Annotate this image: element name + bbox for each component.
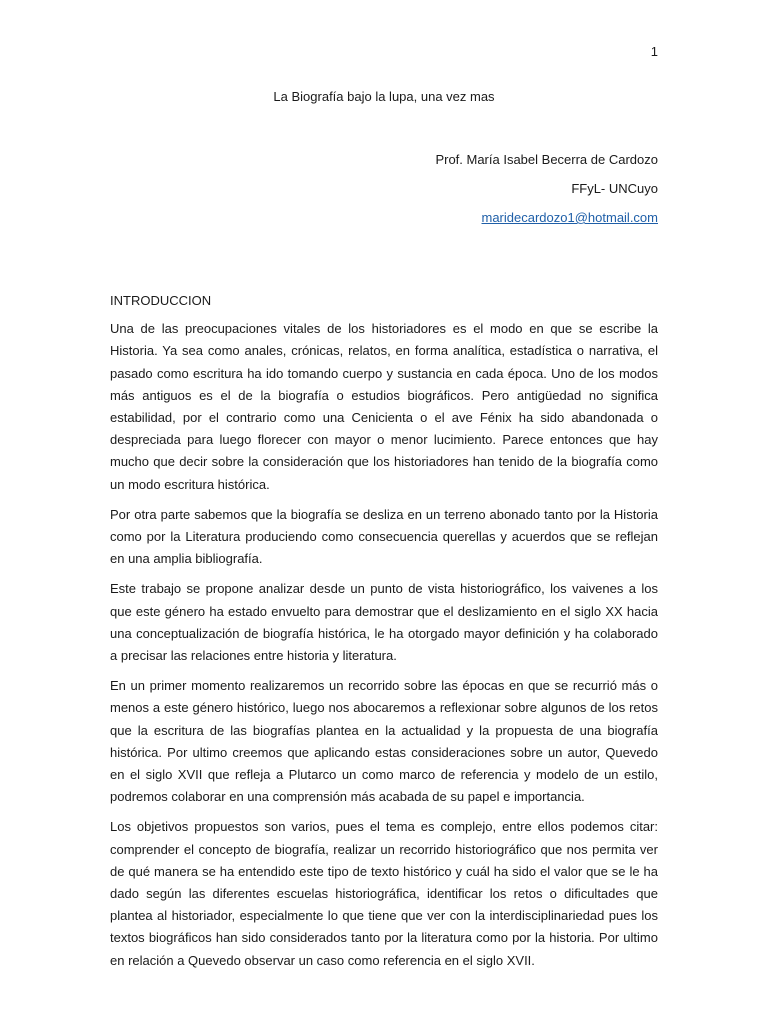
paragraph-5: Los objetivos propuestos son varios, pues el tema es complejo, entre ellos podemos citar: comprender el concepto de biografía, realizar un recorrido historiográfico que nos permita ver de qué manera se ha entendido este tipo de texto histórico y cuál ha sido el valor que se le ha dado según las diferentes escuelas historiográfica, identificar los retos o dificultades que plantea al historiador, especialmente lo que tiene que ver con la interdisciplinariedad pues los textos biográficos han sido considerados tanto por la literatura como por la historia. Por ultimo en relación a Quevedo observar un caso como referencia en el siglo XVII. [110, 819, 658, 968]
author-name: Prof. María Isabel Becerra de Cardozo [435, 152, 658, 167]
author-block [435, 145, 658, 232]
paragraph-2: Por otra parte sabemos que la biografía se desliza en un terreno abonado tanto por la Historia como por la Literatura produciendo como consecuencia querellas y acuerdos que se reflejan en una amplia bibliografía. [110, 506, 658, 567]
document-title: La Biografía bajo la lupa, una vez mas [273, 89, 495, 104]
paragraph-3: Este trabajo se propone analizar desde un punto de vista historiográfico, los vaivenes a los que este género ha estado envuelto para demostrar que el deslizamiento en el siglo XX hacia una conceptualización de biografía histórica, le ha otorgado mayor definición y ha colaborado a precisar las relaciones entre historia y literatura. [110, 581, 658, 664]
author-email-link[interactable]: maridecardozo1@hotmail.com [481, 210, 658, 225]
section-heading: INTRODUCCION [110, 293, 212, 308]
paragraph-1: Una de las preocupaciones vitales de los historiadores es el modo en que se escribe la Historia. Ya sea como anales, crónicas, relatos, en forma analítica, estadística o narrativa, el pasado como escritura ha ido tomando cuerpo y sustancia en cada época. Uno de los modos más antiguos es el de la biografía o estudios biográficos. Pero antigüedad no significa estabilidad, por el contrario como una Cenicienta o el ave Fénix ha sido abandonada o despreciada para luego florecer con mayor o menor lucimiento. Parece entonces que hay mucho que decir sobre la consideración que los historiadores han tenido de la biografía como un modo escritura histórica. [110, 321, 658, 492]
page-number: 1 [650, 44, 658, 59]
paragraph-4: En un primer momento realizaremos un recorrido sobre las épocas en que se recurrió más o menos a este género histórico, luego nos abocaremos a reflexionar sobre algunos de los retos que la escritura de las biografías plantea en la actualidad y la propuesta de una biografía histórica. Por ultimo creemos que aplicando estas consideraciones sobre un autor, Quevedo en el siglo XVII que refleja a Plutarco un como marco de referencia y modelo de un estilo, podremos colaborar en una comprensión más acabada de su papel e importancia. [110, 678, 658, 805]
author-affiliation: FFyL- UNCuyo [571, 181, 658, 196]
document-body [110, 290, 658, 980]
